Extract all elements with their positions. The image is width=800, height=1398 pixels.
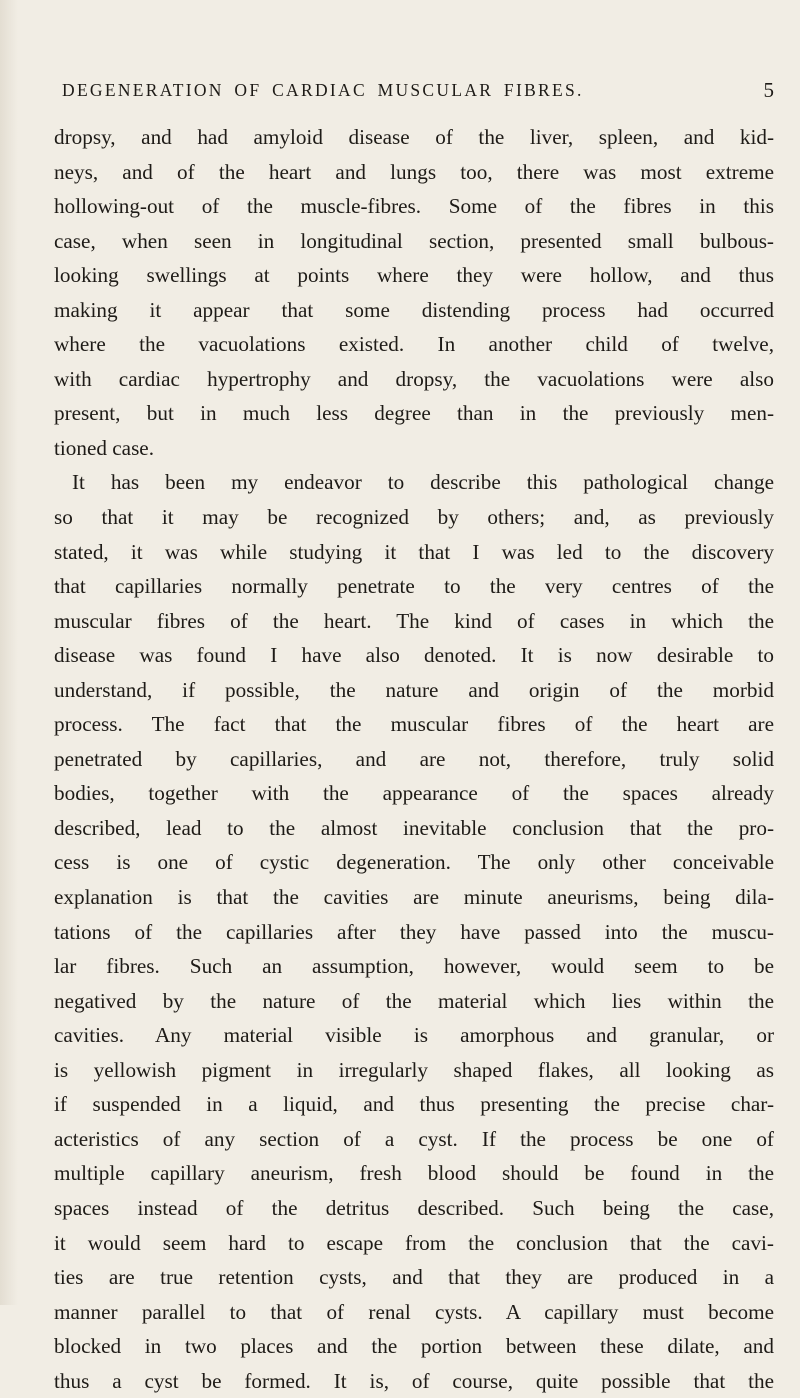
text-line: it would seem hard to escape from the conclusion that the cavi-	[54, 1230, 774, 1255]
text-line: muscular fibres of the heart. The kind of cases in which the	[54, 608, 774, 633]
body-text	[54, 120, 774, 1398]
text-line: ties are true retention cysts, and that they are produced in a	[54, 1265, 774, 1290]
text-line: described, lead to the almost inevitable conclusion that the pro-	[54, 815, 774, 840]
text-line: with cardiac hypertrophy and dropsy, the vacuolations were also	[54, 366, 774, 391]
text-line: present, but in much less degree than in the previously men-	[54, 401, 774, 426]
text-line: explanation is that the cavities are minute aneurisms, being dila-	[54, 885, 774, 910]
text-line: neys, and of the heart and lungs too, there was most extreme	[54, 159, 774, 184]
text-line: process. The fact that the muscular fibres of the heart are	[54, 712, 774, 737]
text-line: making it appear that some distending process had occurred	[54, 297, 774, 322]
text-line: that capillaries normally penetrate to the very centres of the	[54, 574, 774, 599]
text-line: blocked in two places and the portion between these dilate, and	[54, 1334, 774, 1359]
text-line: tioned case.	[54, 435, 155, 460]
page-number: 5	[763, 78, 774, 102]
text-line: stated, it was while studying it that I was led to the discovery	[54, 539, 774, 564]
text-line: case, when seen in longitudinal section, presented small bulbous-	[54, 228, 774, 253]
text-line: if suspended in a liquid, and thus presenting the precise char-	[54, 1092, 774, 1117]
text-line: disease was found I have also denoted. It is now desirable to	[54, 643, 774, 668]
text-line: manner parallel to that of renal cysts. A capillary must become	[54, 1299, 774, 1324]
text-line: cess is one of cystic degeneration. The only other conceivable	[54, 850, 774, 875]
text-line: bodies, together with the appearance of the spaces already	[54, 781, 774, 806]
text-line: looking swellings at points where they were hollow, and thus	[54, 263, 774, 288]
text-line: spaces instead of the detritus described. Such being the case,	[54, 1195, 774, 1220]
text-line: cavities. Any material visible is amorphous and granular, or	[54, 1023, 774, 1048]
text-line: acteristics of any section of a cyst. If the process be one of	[54, 1126, 774, 1151]
text-line: lar fibres. Such an assumption, however, would seem to be	[54, 954, 774, 979]
running-title: DEGENERATION OF CARDIAC MUSCULAR FIBRES.	[62, 80, 584, 100]
text-line: negatived by the nature of the material which lies within the	[54, 988, 774, 1013]
text-line: hollowing-out of the muscle-fibres. Some of the fibres in this	[54, 194, 774, 219]
text-line: where the vacuolations existed. In another child of twelve,	[54, 332, 774, 357]
running-head	[62, 80, 774, 116]
text-line: penetrated by capillaries, and are not, therefore, truly solid	[54, 746, 774, 771]
text-line: so that it may be recognized by others; and, as previously	[54, 505, 774, 530]
text-line: It has been my endeavor to describe this pathological change	[72, 470, 774, 495]
text-line: dropsy, and had amyloid disease of the liver, spleen, and kid-	[54, 125, 774, 149]
text-line: thus a cyst be formed. It is, of course, quite possible that the	[54, 1368, 774, 1393]
text-line: multiple capillary aneurism, fresh blood should be found in the	[54, 1161, 774, 1186]
text-line: understand, if possible, the nature and origin of the morbid	[54, 677, 774, 702]
text-line: tations of the capillaries after they have passed into the muscu-	[54, 919, 774, 944]
text-line: is yellowish pigment in irregularly shaped flakes, all looking as	[54, 1057, 774, 1082]
